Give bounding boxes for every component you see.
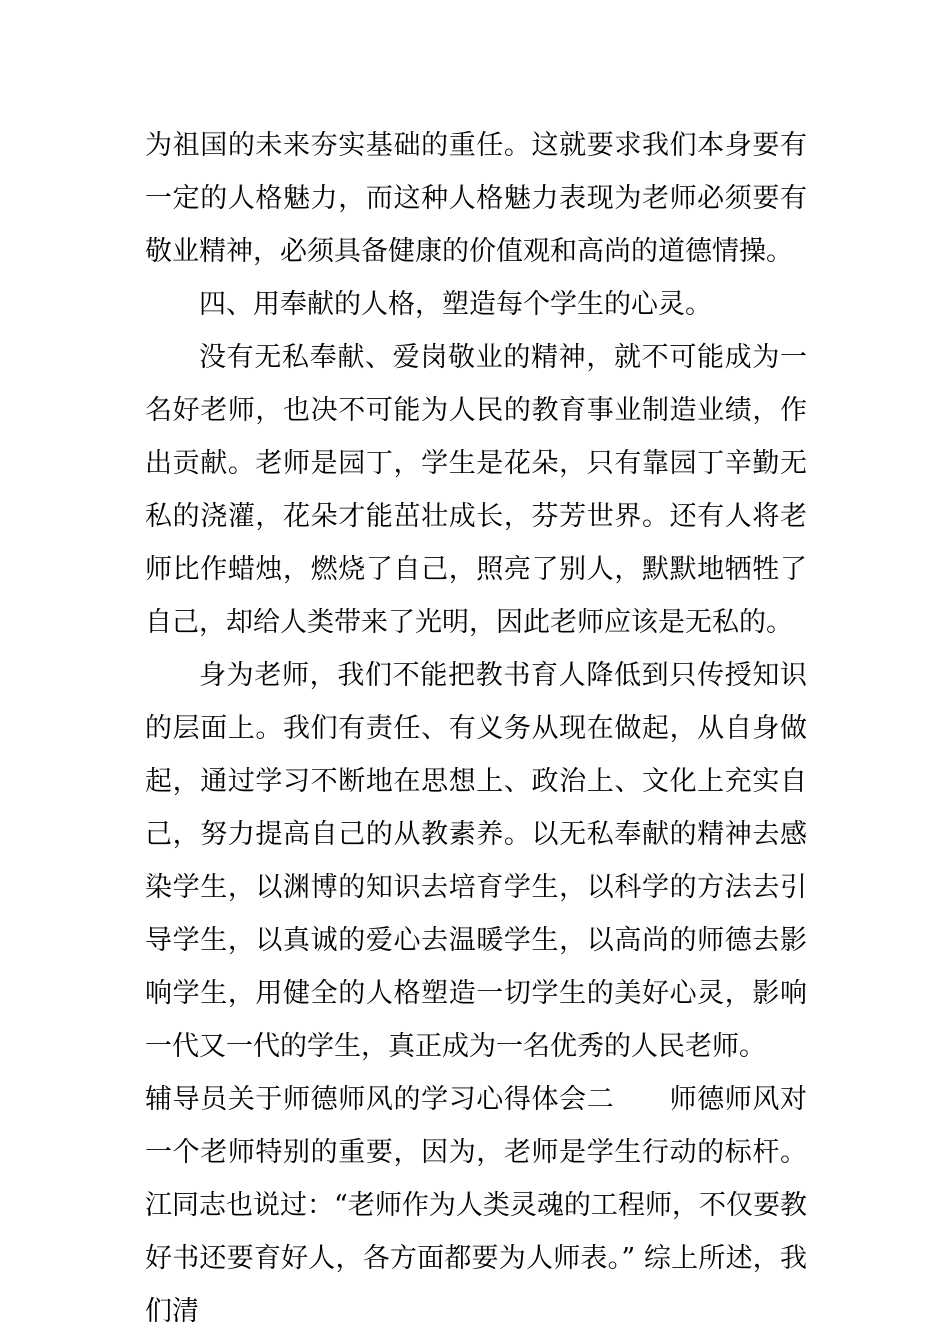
document-body: [145, 119, 807, 1338]
paragraph-dedication: 没有无私奉献、爱岗敬业的精神，就不可能成为一名好老师，也决不可能为人民的教育事业制造业绩，作出贡献。老师是园丁，学生是花朵，只有靠园丁辛勤无私的浇灌，花朵才能茁壮成长，芬芳世界。还有人将老师比作蜡烛，燃烧了自己，照亮了别人，默默地牺牲了自己，却给人类带来了光明，因此老师应该是无私的。: [145, 342, 807, 638]
paragraph-continuation: 为祖国的未来夯实基础的重任。这就要求我们本身要有一定的人格魅力，而这种人格魅力表现为老师必须要有敬业精神，必须具备健康的价值观和高尚的道德情操。: [145, 130, 807, 267]
paragraph-responsibility: 身为老师，我们不能把教书育人降低到只传授知识的层面上。我们有责任、有义务从现在做起，从自身做起，通过学习不断地在思想上、政治上、文化上充实自己，努力提高自己的从教素养。以无私奉献的精神去感染学生，以渊博的知识去培育学生，以科学的方法去引导学生，以真诚的爱心去温暖学生，以高尚的师德去影响学生，用健全的人格塑造一切学生的美好心灵，影响一代又一代的学生，真正成为一名优秀的人民老师。: [145, 660, 807, 1062]
section-heading: 四、用奉献的人格，塑造每个学生的心灵。: [199, 289, 712, 320]
paragraph-second-essay: 辅导员关于师德师风的学习心得体会二 师德师风对一个老师特别的重要，因为，老师是学生行动的标杆。江同志也说过：“老师作为人类灵魂的工程师，不仅要教好书还要育好人，各方面都要为人师表。” 综上所述，我们清: [145, 1084, 807, 1327]
